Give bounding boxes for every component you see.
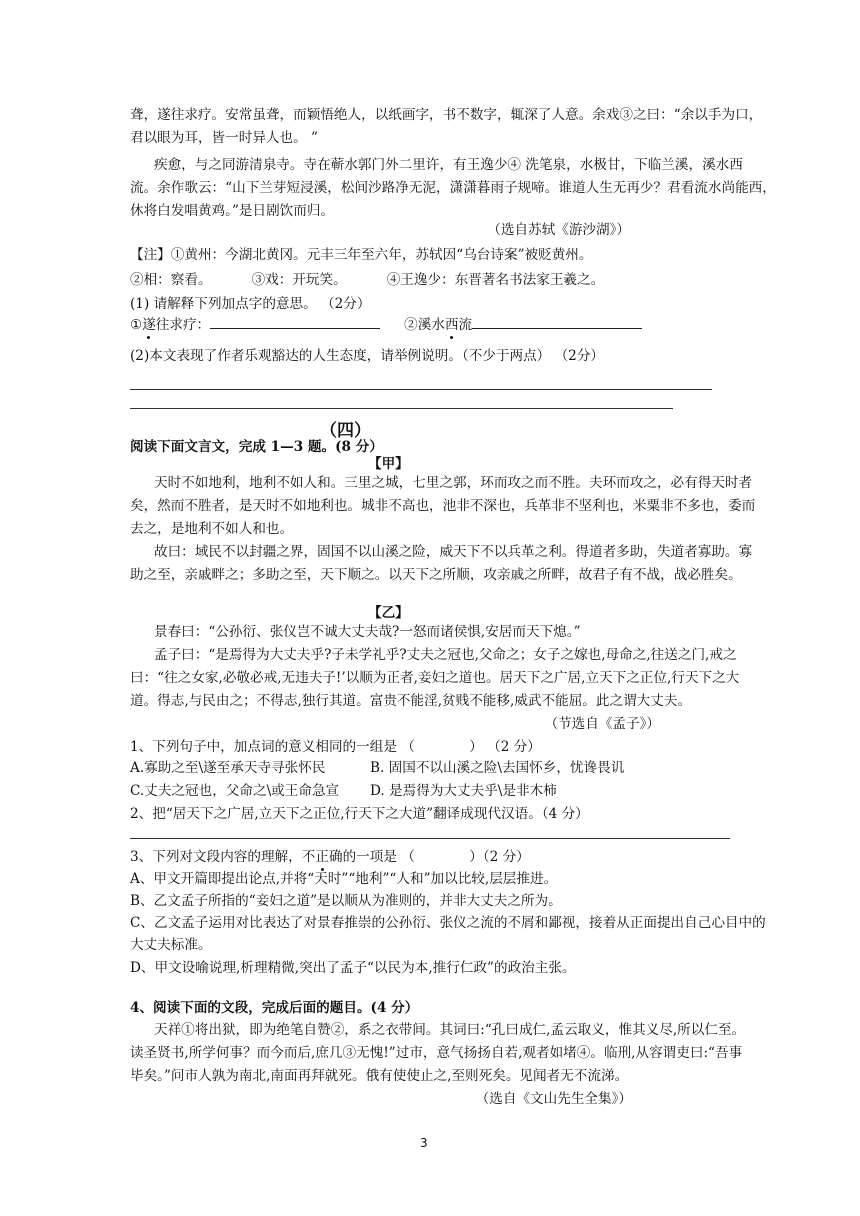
jia-line-5: 助之至，亲戚畔之；多助之至，天下顺之。以天下之所顺，攻亲戚之所畔，故君子有不战，战必胜矣。 <box>130 567 742 583</box>
note-3: ③戏：开玩笑。 <box>251 272 347 288</box>
dotted-char: 遂 <box>142 317 156 333</box>
option-3c-line-2[interactable]: 大丈夫标准。 <box>130 937 212 953</box>
note-line-1: 【注】①黄州：今湖北黄冈。元丰三年至六年，苏轼因“乌台诗案”被贬黄州。 <box>130 247 593 263</box>
yi-line-2: 孟子曰：“是焉得为大丈夫乎?子未学礼乎?丈夫之冠也,父命之；女子之嫁也,母命之,往送之门,戒之 <box>154 647 737 663</box>
yi-line-1: 景春曰：“公孙衍、张仪岂不诚大丈夫哉?一怒而诸侯惧,安居而天下熄。” <box>154 624 581 640</box>
question-3-2: (2)本文表现了作者乐观豁达的人生态度，请举例说明。（不少于两点） （2分） <box>130 348 605 364</box>
answer-line[interactable] <box>130 408 673 409</box>
yi-line-3: 曰：“往之女家,必敬必戒,无违夫子!’以顺为正者,妾妇之道也。居天下之广居,立天下之正位,行天下之大 <box>130 670 740 686</box>
q4-line-3: 毕矣。”问市人孰为南北,南面再拜就死。俄有使使止之,至则死矣。见闻者无不流涕。 <box>130 1068 629 1084</box>
note-line-2 <box>130 270 604 290</box>
jia-line-3: 去之，是地利不如人和也。 <box>130 521 294 537</box>
question-4-3: 3、下列对文段内容的理解，不正确的一项是 （ ）（2 分） <box>130 849 530 865</box>
option-b[interactable]: B. 固国不以山溪之险\去国怀乡，忧谗畏讥 <box>370 760 625 776</box>
dotted-char: 西 <box>444 317 459 333</box>
section-heading: （四） <box>320 421 371 441</box>
option-3a[interactable]: A、甲文开篇即提出论点,并将“天时”“地利”“人和”加以比较,层层推进。 <box>130 871 558 887</box>
q4-line-1: 天祥①将出狱，即为绝笔自赞②，系之衣带间。其词曰:“孔曰成仁,孟云取义，惟其义尽,所以仁至。 <box>154 1022 746 1038</box>
passage3-line-3: 疾愈，与之同游清泉寺。寺在蕲水郭门外二里许，有王逸少④ 洗笔泉，水极甘，下临兰溪，溪水西 <box>154 157 743 173</box>
option-d[interactable]: D. 是焉得为大丈夫乎\是非木柿 <box>370 783 557 799</box>
option-3d[interactable]: D、甲文设喻说理,析理精微,突出了孟子“以民为本,推行仁政”的政治主张。 <box>130 960 576 976</box>
question-4-1: 1、下列句子中，加点词的意义相同的一组是 （ ） （2 分） <box>130 739 541 755</box>
yi-line-4: 道。得志,与民由之；不得志,独行其道。富贵不能淫,贫贱不能移,威武不能屈。此之谓大丈夫。 <box>130 693 692 709</box>
answer-line[interactable] <box>130 838 730 839</box>
jia-line-4: 故曰：域民不以封疆之界，固国不以山溪之险，威天下不以兵革之利。得道者多助，失道者寡助。寡 <box>154 544 753 560</box>
answer-line[interactable] <box>130 389 712 390</box>
option-c[interactable]: C.丈夫之冠也，父命之\或王命急宣 <box>130 783 340 799</box>
q4-line-2: 读圣贤书,所学何事？而今而后,庶几③无愧!”过市，意气扬扬自若,观者如堵④。临刑,从容谓吏曰:“吾事 <box>130 1045 743 1061</box>
note-2: ②相：察看。 <box>130 272 212 288</box>
note-4: ④王逸少：东晋著名书法家王羲之。 <box>386 272 605 288</box>
question-3-1: (1) 请解释下列加点字的意思。 （2分） <box>130 296 371 312</box>
passage3-source: （选自苏轼《游沙湖》） <box>487 222 630 238</box>
question-3-1-items: ①遂往求疗： ②溪水西流 <box>130 314 642 335</box>
dotted-word: 不正确 <box>301 849 343 865</box>
question-4-2: 2、把“居天下之广居,立天下之正位,行天下之大道”翻译成现代汉语。（4 分） <box>130 806 589 822</box>
option-a[interactable]: A.寡助之至\遂至承天寺寻张怀民 <box>130 760 326 776</box>
q4-source: （选自《文山先生全集》） <box>475 1091 632 1107</box>
passage-yi-label: 【乙】 <box>368 605 409 621</box>
passage-jia-label: 【甲】 <box>368 456 409 472</box>
jia-line-2: 矣，然而不胜者，是天时不如地利也。城非不高也，池非不深也，兵革非不坚利也，米粟非不多也，委而 <box>130 498 756 514</box>
page-number: 3 <box>420 1136 428 1150</box>
yi-source: （节选自《孟子》） <box>544 716 660 732</box>
passage3-line-4: 流。余作歌云：“山下兰芽短浸溪，松间沙路净无泥，潇潇暮雨子规啼。谁道人生无再少？君看流水尚能西， <box>130 180 776 196</box>
question-4-heading: 4、阅读下面的文段，完成后面的题目。(4 分） <box>130 1000 419 1016</box>
answer-blank[interactable] <box>472 314 642 329</box>
jia-line-1: 天时不如地利，地利不如人和。三里之城，七里之郭，环而攻之而不胜。夫环而攻之，必有得天时者 <box>154 475 753 491</box>
passage3-line-5: 休将白发唱黄鸡。”是日剧饮而归。 <box>130 203 335 219</box>
option-3b[interactable]: B、乙文孟子所指的“妾妇之道”是以顺从为准则的，并非大丈夫之所为。 <box>130 893 562 909</box>
option-3c-line-1[interactable]: C、乙文孟子运用对比表达了对景春推崇的公孙衍、张仪之流的不屑和鄙视，接着从正面提出自己心目中的 <box>130 915 766 931</box>
passage3-line-2: 君以眼为耳，皆一时异人也。 ” <box>130 130 318 146</box>
passage3-line-1: 聋，遂往求疗。安常虽聋，而颖悟绝人，以纸画字，书不数字，辄深了人意。余戏③之曰：“余以手为口， <box>130 107 763 123</box>
section-instruction: 阅读下面文言文，完成 1—3 题。(8 分） <box>130 439 383 455</box>
answer-blank[interactable] <box>210 314 380 329</box>
